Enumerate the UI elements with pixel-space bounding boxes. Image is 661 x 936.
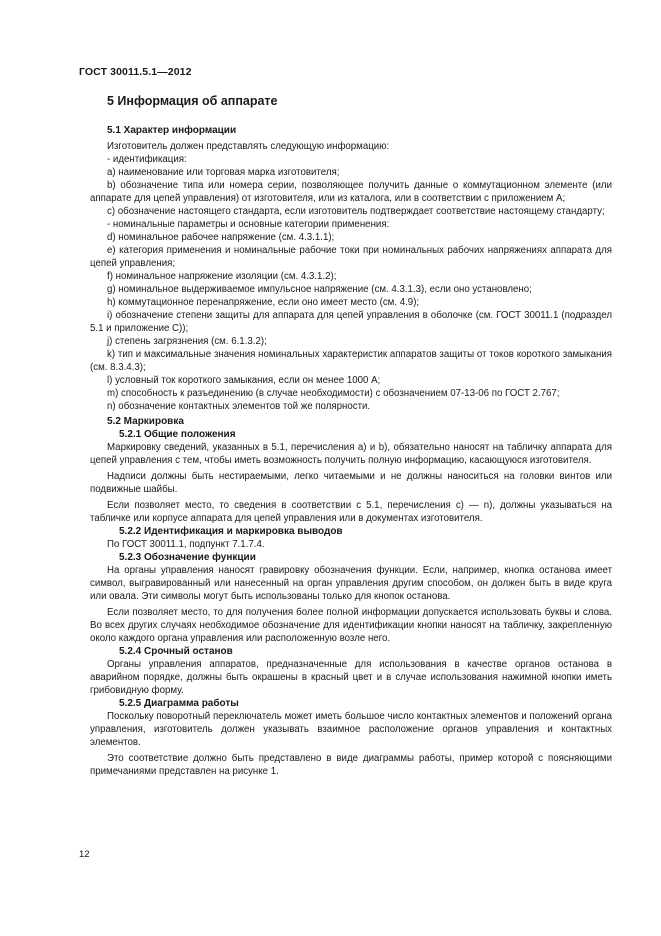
- list-item: n) обозначение контактных элементов той же полярности.: [107, 401, 371, 412]
- paragraph: Поскольку поворотный переключатель может иметь большое число контактных элементов и положений органа управления, изготовитель должен указывать взаимное расположение органов управления и контактных элементов.: [90, 711, 612, 748]
- paragraph: По ГОСТ 30011.1, подпункт 7.1.7.4.: [107, 539, 265, 550]
- list-item: m) способность к разъединению (в случае необходимости) с обозначением 07-13-06 по ГОСТ 2.767;: [107, 388, 560, 399]
- list-item: k) тип и максимальные значения номинальных характеристик аппаратов защиты от токов короткого замыкания (см. 8.3.4.3);: [90, 349, 612, 373]
- list-item: b) обозначение типа или номера серии, позволяющее получить данные о коммутационном элементе (или аппарате для цепей управления) от изготовителя, или из каталога, или в соответствии с приложением А;: [90, 180, 612, 204]
- list-item: g) номинальное выдерживаемое импульсное напряжение (см. 4.3.1.3), если оно установлено;: [107, 284, 532, 295]
- paragraph: Надписи должны быть нестираемыми, легко читаемыми и не должны наноситься на головки винтов или подвижные шайбы.: [90, 471, 612, 495]
- clause-5-2-5-title: 5.2.5 Диаграмма работы: [119, 698, 239, 709]
- list-item: e) категория применения и номинальные рабочие токи при номинальных рабочих напряжениях аппарата для цепей управления;: [90, 245, 612, 269]
- paragraph: На органы управления наносят гравировку обозначения функции. Если, например, кнопка останова имеет символ, выгравированный или нанесенный на орган управления другим способом, он должен быть в виде круга или овала. Эти символы могут быть использованы только для кнопок останова.: [90, 565, 612, 602]
- subsection-5-2-title: 5.2 Маркировка: [107, 416, 184, 427]
- clause-5-2-2-title: 5.2.2 Идентификация и маркировка выводов: [119, 526, 343, 537]
- list-item: - идентификация:: [107, 154, 187, 165]
- paragraph: Изготовитель должен представлять следующую информацию:: [107, 141, 390, 152]
- list-item: - номинальные параметры и основные категории применения:: [107, 219, 390, 230]
- clause-5-2-1-title: 5.2.1 Общие положения: [119, 429, 236, 440]
- page-number: 12: [79, 849, 90, 860]
- list-item: h) коммутационное перенапряжение, если оно имеет место (см. 4.9);: [107, 297, 420, 308]
- info-list: [90, 153, 612, 413]
- list-item: l) условный ток короткого замыкания, если он менее 1000 А;: [107, 375, 381, 386]
- clause-5-2-4-title: 5.2.4 Срочный останов: [119, 646, 233, 657]
- list-item: d) номинальное рабочее напряжение (см. 4.3.1.1);: [107, 232, 335, 243]
- paragraph: Маркировку сведений, указанных в 5.1, перечисления a) и b), обязательно наносят на табличку аппарата для цепей управления с тем, чтобы иметь возможность получить полную информацию, касающуюся изготовителя.: [90, 442, 612, 466]
- paragraph: Это соответствие должно быть представлено в виде диаграммы работы, пример которой с поясняющими примечаниями представлен на рисунке 1.: [90, 753, 612, 777]
- clause-5-2-3-title: 5.2.3 Обозначение функции: [119, 552, 256, 563]
- list-item: j) степень загрязнения (см. 6.1.3.2);: [107, 336, 267, 347]
- paragraph: Органы управления аппаратов, предназначенные для использования в качестве органов останова в аварийном порядке, должны быть окрашены в красный цвет и в случае использования нажимной кнопки иметь грибовидную форму.: [90, 659, 612, 696]
- list-item: f) номинальное напряжение изоляции (см. 4.3.1.2);: [107, 271, 337, 282]
- list-item: c) обозначение настоящего стандарта, если изготовитель подтверждает соответствие настоящему стандарту;: [107, 206, 605, 217]
- section-title: 5 Информация об аппарате: [107, 94, 278, 108]
- list-item: a) наименование или торговая марка изготовителя;: [107, 167, 340, 178]
- document-id-header: ГОСТ 30011.5.1—2012: [79, 66, 192, 78]
- paragraph: Если позволяет место, то сведения в соответствии с 5.1, перечисления c) — n), должны указываться на табличке или корпусе аппарата для цепей управления или в документах изготовителя.: [90, 500, 612, 524]
- paragraph: Если позволяет место, то для получения более полной информации допускается использовать буквы и слова. Во всех других случаях необходимое обозначение для идентификации кнопки наносят на табличку, закрепленную около каждого органа управления или расположенную возле него.: [90, 607, 612, 644]
- subsection-5-1-title: 5.1 Характер информации: [107, 125, 237, 136]
- list-item: i) обозначение степени защиты для аппарата для цепей управления в оболочке (см. ГОСТ 30011.1 (подраздел 5.1 и приложение С));: [90, 310, 612, 334]
- page-body: [90, 92, 612, 778]
